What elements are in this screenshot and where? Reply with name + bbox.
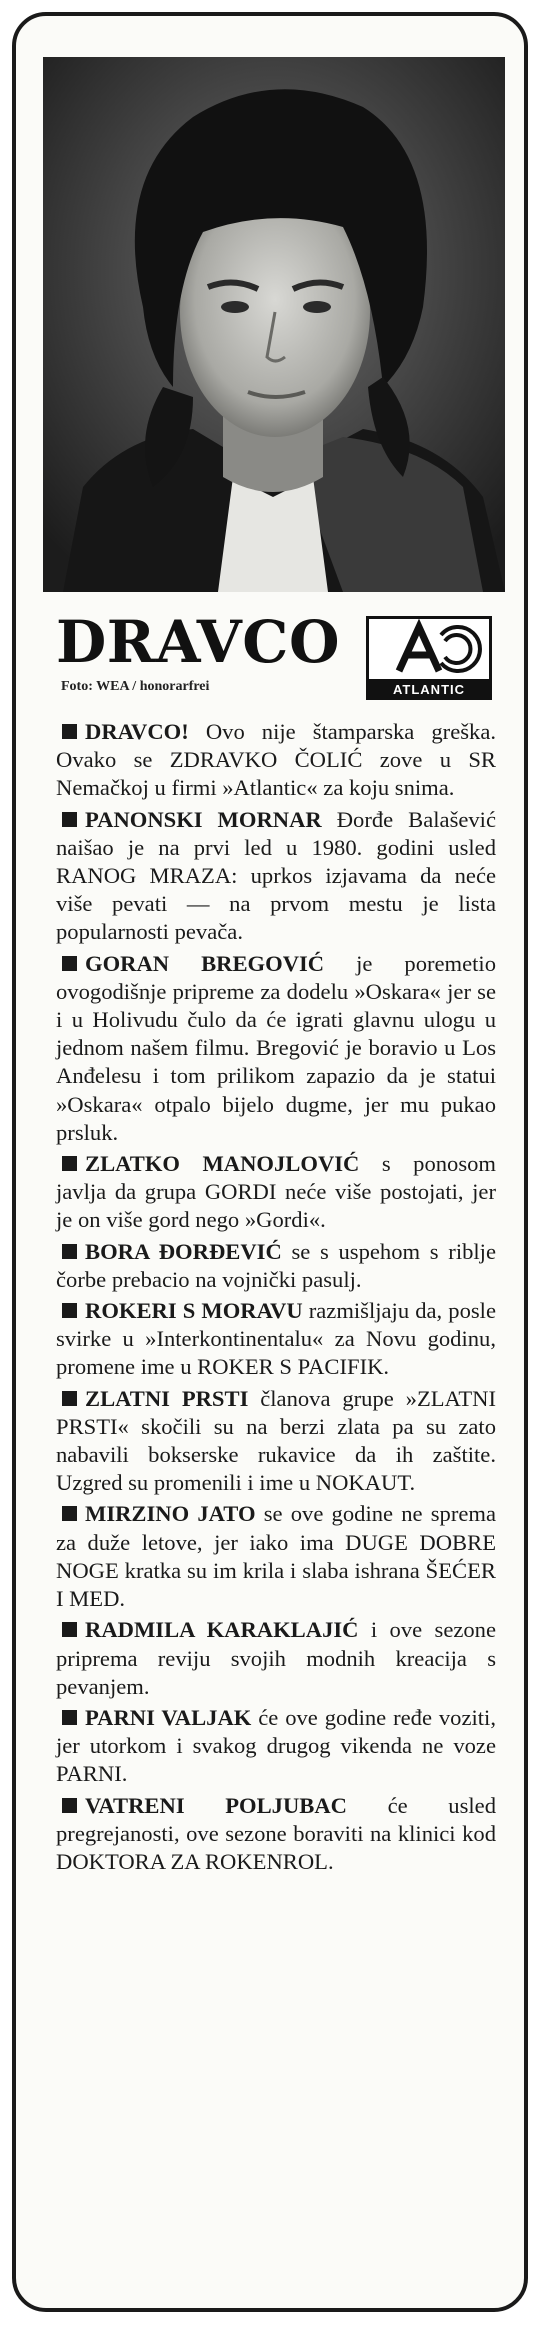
square-bullet-icon xyxy=(62,1391,77,1406)
item-text: će ove godine ređe voziti, jer utorkom i svakog drugog vikenda ne voze PARNI. xyxy=(56,1704,496,1787)
article-header xyxy=(56,606,496,698)
square-bullet-icon xyxy=(62,1798,77,1813)
item-headline: MIRZINO JATO xyxy=(85,1501,256,1527)
square-bullet-icon xyxy=(62,1506,77,1521)
item-text: s ponosom javlja da grupa GORDI neće više postojati, jer je on više gord nego »Gordi«. xyxy=(56,1151,496,1233)
news-item xyxy=(56,950,496,1147)
square-bullet-icon xyxy=(62,1244,77,1259)
atlantic-logo-label: ATLANTIC xyxy=(366,680,492,700)
square-bullet-icon xyxy=(62,1303,77,1318)
item-headline: DRAVCO! xyxy=(85,719,189,744)
news-item xyxy=(56,1704,496,1789)
item-headline: RADMILA KARAKLAJIĆ xyxy=(85,1617,359,1643)
item-text: Ovo nije štamparska greška. Ovako se ZDRAVKO ČOLIĆ zove u SR Nemačkoj u firmi »Atlantic« za koju snima. xyxy=(56,719,496,801)
item-headline: ZLATNI PRSTI xyxy=(85,1385,249,1411)
square-bullet-icon xyxy=(62,1156,77,1171)
square-bullet-icon xyxy=(62,956,77,971)
news-item xyxy=(56,1792,496,1877)
news-item xyxy=(56,1297,496,1382)
item-headline: ZLATKO MANOJLOVIĆ xyxy=(85,1151,360,1177)
item-text: razmišljaju da, posle svirke u »Interkontinentalu« za Novu godinu, promene ime u ROKER S PACIFIK. xyxy=(56,1298,496,1380)
news-item xyxy=(56,806,496,947)
item-text: se s uspehom s riblje čorbe prebacio na vojnički pasulj. xyxy=(56,1238,496,1292)
article-body xyxy=(56,718,496,1879)
item-headline: PANONSKI MORNAR xyxy=(85,806,322,832)
photo-credit: Foto: WEA / honorarfrei xyxy=(61,679,210,694)
news-item xyxy=(56,1150,496,1235)
item-text: je poremetio ovogodišnje pripreme za dodelu »Oskara« jer se i u Holivudu čulo da će igrati glavnu ulogu u jednom našem filmu. Bregović je boravio u Los Anđelesu i tom prilikom zapazio da je statui »Oskara« otpalo bijelo dugme, jer mu pukao prsluk. xyxy=(56,950,497,1145)
news-item xyxy=(56,1238,496,1294)
item-text: Đorđe Balašević naišao je na prvi led u 1980. godini usled RANOG MRAZA: uprkos izjavama da neće više pevati — na prvom mestu je lista popularnosti pevača. xyxy=(56,806,496,945)
item-text: i ove sezone priprema reviju svojih modnih kreacija s pevanjem. xyxy=(56,1617,496,1699)
news-item xyxy=(56,1616,496,1701)
atlantic-logo-mark xyxy=(366,616,492,682)
item-headline: VATRENI POLJUBAC xyxy=(85,1792,347,1818)
article-title: DRAVCO xyxy=(56,608,340,676)
portrait-photo xyxy=(43,57,505,592)
item-text: se ove godine ne sprema za duže letove, jer iako ima DUGE DOBRE NOGE kratka su im krila i slaba ishrana ŠEĆER I MED. xyxy=(56,1501,496,1612)
square-bullet-icon xyxy=(62,1622,77,1637)
item-headline: PARNI VALJAK xyxy=(85,1704,252,1730)
item-headline: ROKERI S MORAVU xyxy=(85,1298,303,1324)
item-text: će usled pregrejanosti, ove sezone boraviti na klinici kod DOKTORA ZA ROKENROL. xyxy=(56,1792,496,1874)
square-bullet-icon xyxy=(62,724,77,739)
square-bullet-icon xyxy=(62,1710,77,1725)
square-bullet-icon xyxy=(62,812,77,827)
news-item xyxy=(56,718,496,803)
news-item xyxy=(56,1385,496,1498)
item-headline: GORAN BREGOVIĆ xyxy=(85,950,325,976)
item-headline: BORA ĐORĐEVIĆ xyxy=(85,1238,282,1264)
atlantic-logo xyxy=(366,616,492,700)
item-text: članova grupe »ZLATNI PRSTI« skočili su na berzi zlata pa su zato nabavili bokserske rukavice da ih zaštite. Uzgred su promenili i ime u NOKAUT. xyxy=(56,1385,497,1496)
news-item xyxy=(56,1500,496,1613)
